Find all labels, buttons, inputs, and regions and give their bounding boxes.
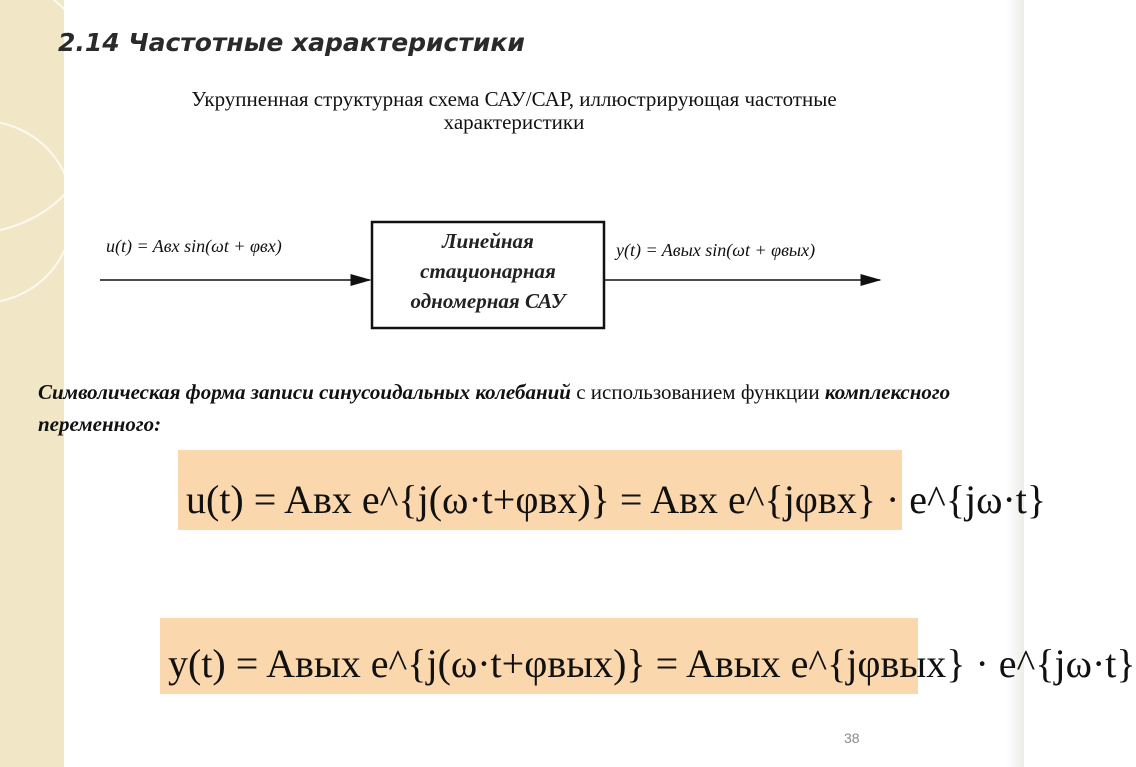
formula-input — [178, 450, 1047, 530]
output-signal-label: y(t) = Aвых sin(ωt + φвых) — [616, 240, 816, 260]
subtitle-line-2: характеристики — [443, 110, 585, 134]
description-paragraph — [38, 376, 998, 440]
normal-phrase: с использованием функции — [570, 380, 825, 404]
input-signal-label: u(t) = Aвх sin(ωt + φвх) — [106, 236, 282, 256]
block-line-2: стационарная — [420, 259, 556, 283]
subtitle-line-1: Укрупненная структурная схема САУ/САР, иллюстрирующая частотные — [191, 87, 837, 111]
bold-phrase-2: комплексного переменного: — [38, 380, 951, 436]
formula-output — [160, 618, 1136, 694]
page-number: 38 — [844, 730, 860, 746]
formula-output-text: y(t) = Aвых e^{j(ω·t+φвых)} = Aвых e^{jφвых} · e^{jω·t} — [168, 641, 1136, 686]
formula-input-text: u(t) = Aвх e^{j(ω·t+φвх)} = Aвх e^{jφвх} · e^{jω·t} — [186, 477, 1047, 522]
system-block-label — [374, 226, 602, 316]
bold-phrase-1: Символическая форма записи синусоидальных колебаний — [38, 380, 571, 404]
slide-title: 2.14 Частотные характеристики — [58, 28, 525, 57]
block-line-1: Линейная — [442, 229, 534, 253]
block-line-3: одномерная САУ — [410, 289, 566, 313]
